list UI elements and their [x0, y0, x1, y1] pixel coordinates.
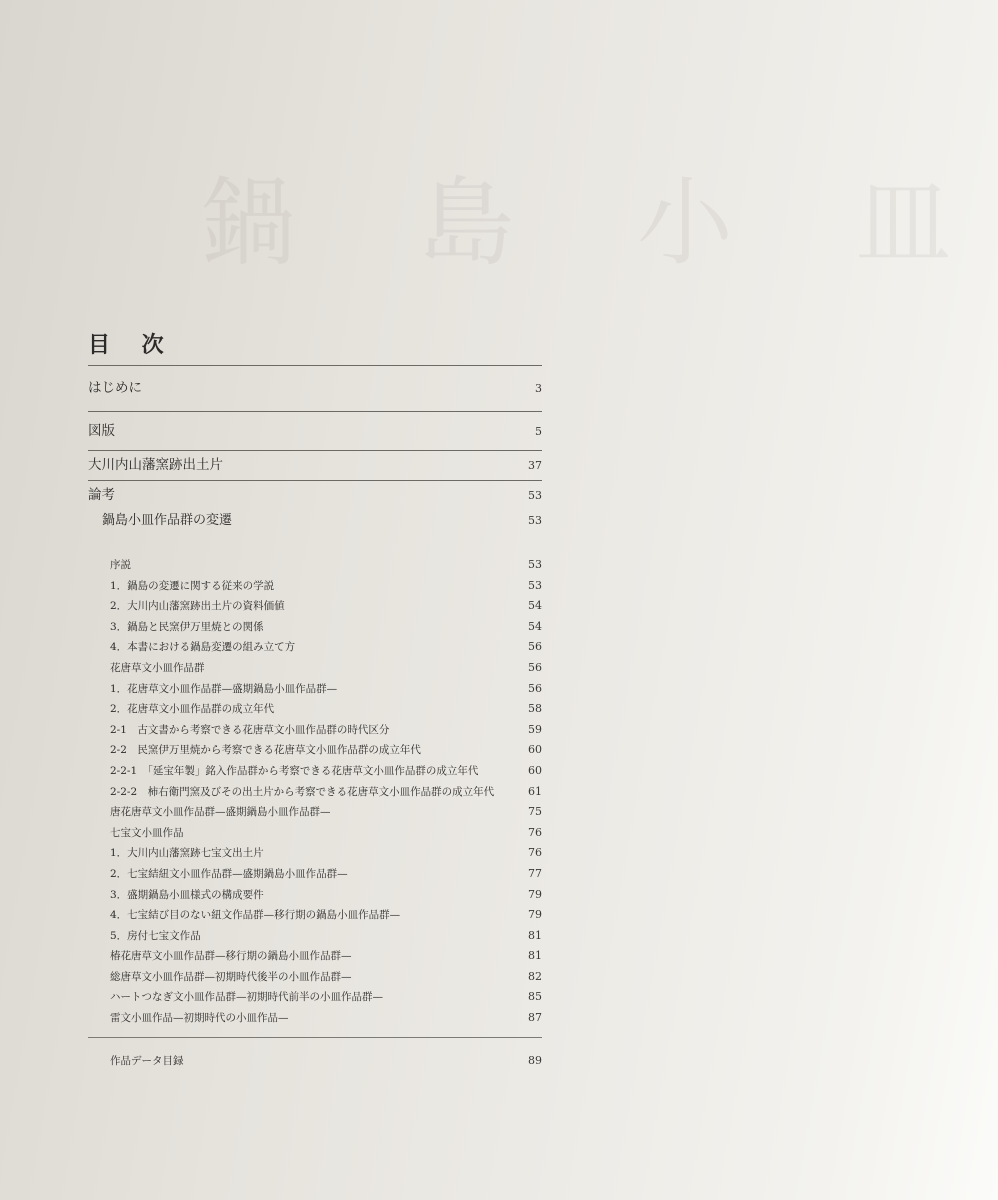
toc-entry-page: 5 [535, 425, 542, 438]
toc-entry-label: 論考 [88, 487, 115, 503]
toc-subentry[interactable] [88, 802, 542, 823]
toc-entry-label: 図版 [88, 423, 115, 439]
toc-subentry[interactable] [88, 782, 542, 803]
table-of-contents [88, 328, 542, 1084]
toc-subentry[interactable] [88, 576, 542, 597]
toc-subentry-page: 58 [528, 702, 542, 716]
toc-subentry-page: 59 [528, 722, 542, 736]
toc-subentry-label: 4．本書における鍋島変遷の組み立て方 [110, 641, 296, 654]
toc-entry-catalog[interactable] [88, 1038, 542, 1084]
toc-subentry[interactable] [88, 679, 542, 700]
toc-subentry-page: 81 [528, 949, 542, 963]
toc-entry-label: 作品データ目録 [110, 1054, 184, 1067]
toc-subentry[interactable] [88, 596, 542, 617]
toc-subentry-page: 54 [528, 619, 542, 633]
toc-entry-page: 3 [535, 382, 542, 395]
toc-subentry-label: 1．鍋島の変遷に関する従来の学説 [110, 579, 275, 592]
toc-subentry-page: 60 [528, 743, 542, 757]
toc-subentry[interactable] [88, 720, 542, 741]
toc-subentry-label: 1．大川内山藩窯跡七宝文出土片 [110, 847, 264, 860]
toc-subentry-label: 2．七宝結紐文小皿作品群—盛期鍋島小皿作品群— [110, 867, 348, 880]
toc-subentry[interactable] [88, 905, 542, 926]
toc-subentry-page: 76 [528, 825, 542, 839]
toc-subentry-label: 唐花唐草文小皿作品群—盛期鍋島小皿作品群— [110, 806, 331, 819]
toc-subentry[interactable] [88, 658, 542, 679]
toc-subentry-page: 54 [528, 599, 542, 613]
toc-subentry-page: 56 [528, 640, 542, 654]
toc-subentry-page: 75 [528, 805, 542, 819]
toc-subentry-label: 椿花唐草文小皿作品群—移行期の鍋島小皿作品群— [110, 950, 352, 963]
toc-subentry[interactable] [88, 967, 542, 988]
toc-subentry-label: 2-1 古文書から考察できる花唐草文小皿作品群の時代区分 [110, 723, 390, 736]
toc-entry-label: 鍋島小皿作品群の変遷 [102, 513, 233, 528]
toc-subentry-page: 81 [528, 928, 542, 942]
toc-subentry[interactable] [88, 555, 542, 576]
toc-subentry-label: 2．大川内山藩窯跡出土片の資料価値 [110, 600, 285, 613]
toc-subentry-label: 5．房付七宝文作品 [110, 929, 201, 942]
toc-entry-page: 53 [528, 514, 542, 527]
toc-entry-essay-title[interactable] [88, 509, 542, 533]
toc-subentry-page: 60 [528, 763, 542, 777]
toc-subentry[interactable] [88, 823, 542, 844]
toc-subentry-label: 3．盛期鍋島小皿様式の構成要件 [110, 888, 264, 901]
toc-subentry-page: 77 [528, 866, 542, 880]
toc-subentry-label: ハートつなぎ文小皿作品群—初期時代前半の小皿作品群— [110, 991, 383, 1004]
toc-entry-shards[interactable] [88, 451, 542, 480]
toc-subentry-page: 79 [528, 887, 542, 901]
toc-subentry-list [88, 555, 542, 1029]
toc-subentry-label: 雷文小皿作品—初期時代の小皿作品— [110, 1012, 289, 1025]
toc-subentry[interactable] [88, 946, 542, 967]
toc-subentry-page: 56 [528, 681, 542, 695]
toc-subentry[interactable] [88, 926, 542, 947]
toc-entry-page: 37 [528, 459, 542, 472]
toc-entry-page: 89 [528, 1053, 542, 1067]
toc-subentry-page: 56 [528, 660, 542, 674]
toc-subentry-page: 76 [528, 846, 542, 860]
toc-subentry-page: 79 [528, 908, 542, 922]
toc-subentry[interactable] [88, 761, 542, 782]
toc-subentry-label: 2-2-2 柿右衛門窯及びその出土片から考察できる花唐草文小皿作品群の成立年代 [110, 785, 495, 798]
toc-subentry[interactable] [88, 885, 542, 906]
faint-title-watermark: 鍋 島 小 皿 [200, 167, 998, 279]
toc-subentry-label: 3．鍋島と民窯伊万里焼との関係 [110, 620, 264, 633]
toc-subentry-label: 序説 [110, 559, 131, 571]
toc-entry-essays[interactable] [88, 481, 542, 509]
toc-subentry-label: 総唐草文小皿作品群—初期時代後半の小皿作品群— [110, 970, 352, 983]
toc-subentry[interactable] [88, 699, 542, 720]
toc-subentry[interactable] [88, 864, 542, 885]
toc-subentry-page: 53 [528, 558, 542, 571]
toc-subentry[interactable] [88, 637, 542, 658]
page-title: 目 次 [88, 332, 176, 358]
toc-entry-plates[interactable] [88, 412, 542, 450]
toc-subentry-label: 2．花唐草文小皿作品群の成立年代 [110, 703, 275, 716]
toc-subentry[interactable] [88, 843, 542, 864]
toc-subentry[interactable] [88, 987, 542, 1008]
toc-entry-label: はじめに [88, 380, 142, 396]
toc-subentry-label: 4．七宝結び目のない紐文作品群—移行期の鍋島小皿作品群— [110, 909, 401, 922]
toc-entry-label: 大川内山藩窯跡出土片 [88, 457, 223, 473]
toc-subentry-label: 2-2-1 「延宝年製」銘入作品群から考察できる花唐草文小皿作品群の成立年代 [110, 764, 479, 777]
toc-entry-intro[interactable] [88, 366, 542, 410]
toc-subentry-label: 1．花唐草文小皿作品群—盛期鍋島小皿作品群— [110, 682, 338, 695]
toc-entry-page: 53 [528, 489, 542, 502]
toc-subentry-label: 2-2 民窯伊万里焼から考察できる花唐草文小皿作品群の成立年代 [110, 744, 421, 757]
toc-subentry-page: 87 [528, 1011, 542, 1025]
toc-subentry-page: 61 [528, 784, 542, 798]
toc-subentry-label: 七宝文小皿作品 [110, 826, 184, 839]
toc-subentry-page: 82 [528, 969, 542, 983]
toc-subentry-page: 85 [528, 990, 542, 1004]
toc-subentry[interactable] [88, 1008, 542, 1029]
toc-subentry[interactable] [88, 740, 542, 761]
toc-subentry-page: 53 [528, 578, 542, 592]
toc-subentry[interactable] [88, 617, 542, 638]
toc-subentry-label: 花唐草文小皿作品群 [110, 661, 205, 674]
